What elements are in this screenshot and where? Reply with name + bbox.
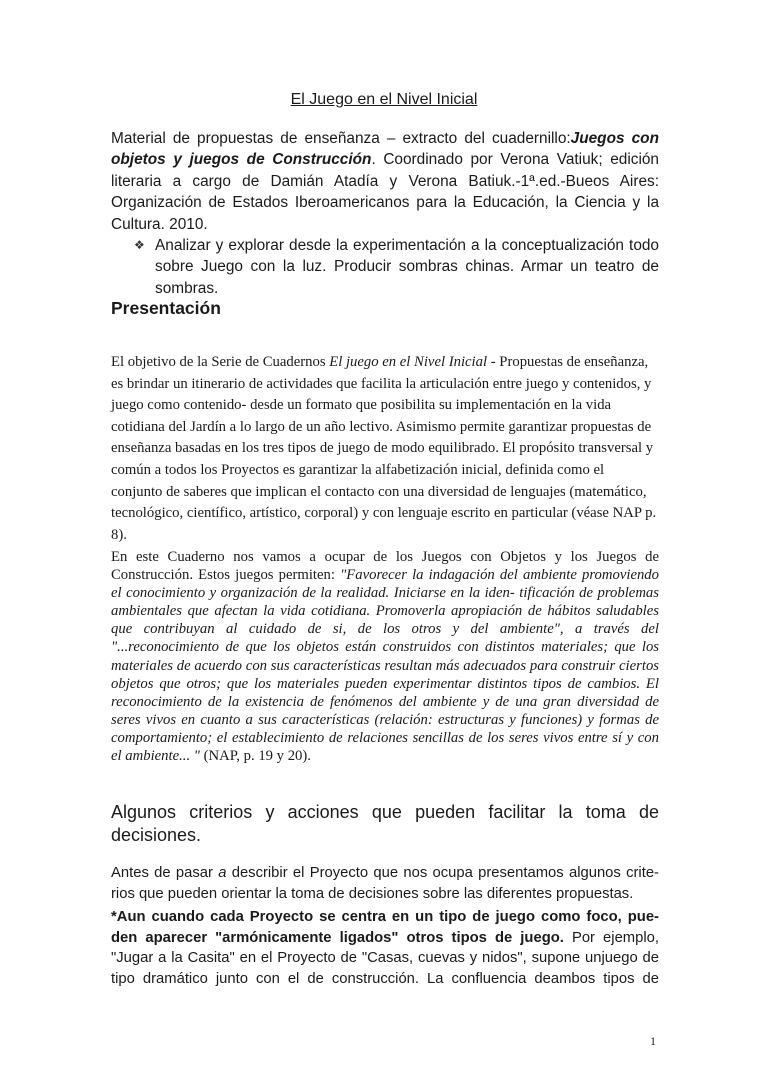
intro-text-pre: Material de propuestas de enseñanza – extracto del cuadernillo: (111, 130, 571, 147)
p2-text-post: (NAP, p. 19 y 20). (199, 748, 311, 765)
p1-series-title: El juego en el Nivel Inicial (329, 354, 488, 370)
criterios-heading: Algunos criterios y acciones que pueden facilitar la toma de decisiones. (111, 802, 659, 845)
criterios-paragraph-2 (111, 907, 659, 1010)
presentacion-paragraph-2 (111, 548, 659, 765)
presentacion-paragraph-1 (111, 352, 659, 546)
presentacion-heading: Presentación (111, 298, 221, 318)
p3-italic-a: a (218, 865, 227, 881)
page-number: 1 (650, 1034, 656, 1048)
p1-text-pre: El objetivo de la Serie de Cuadernos (111, 354, 330, 370)
diamond-bullet-icon: ❖ (134, 238, 145, 253)
intro-bullet (111, 235, 659, 299)
p1-text-post: - Propuestas de enseñanza, es brindar un itinerario de actividades que facilita la articulación entre juego y contenidos, y juego como contenido- desde un formato que posibilita su implementación en la vida cotidiana del Jardín a lo largo de un año lectivo. Asimismo permite garantizar propuestas de enseñanza basadas en los tres tipos de juego de modo equilibrado. El propósito transversal y común a todos los Proyectos es garantizar la alfabetización inicial, definida como el conjunto de saberes que implican el contacto con una diversidad de lenguajes (matemático, tecnológico, científico, artístico, corporal) y con lenguaje escrito en particular (véase NAP p. 8). (111, 354, 657, 543)
p2-nap-quote: "Favorecer la indagación del ambiente promoviendo el conocimiento y organización de la realidad. Iniciarse en la iden- tificación de problemas ambientales que afectan la vida cotidiana. Promoverla apropiación de hábitos saludables que contribuyan al cuidado de si, de los otros y del ambiente", a través del "...reconocimiento de que los objetos están construidos con distintos materiales; que los materiales de acuerdo con sus características resultan más adecuados para construir ciertos objetos que otros; que los materiales pueden experimentar distintos tipos de cambios. El reconocimiento de la existencia de fenómenos del ambiente y de una gran diversidad de seres vivos en cuanto a sus características (relación: estructuras y funciones) y formas de comportamiento; el establecimiento de relaciones sencillas de los seres vivos entre sí y con el ambiente... " (111, 567, 659, 765)
intro-bullet-text: Analizar y explorar desde la experimentación a la conceptualización todo sobre Juego con la luz. Producir sombras chinas. Armar un teatro de sombras. (155, 237, 659, 297)
intro-book-title: Juegos con objetos y juegos de Construcción (111, 130, 659, 169)
p2-text-pre: En este Cuaderno nos vamos a ocupar de los Juegos con Objetos y los Juegos de Construcción. Estos juegos permiten: (111, 549, 659, 584)
intro-paragraph (111, 128, 659, 299)
p3-text-post: describir el Proyecto que nos ocupa presentamos algunos crite- rios que pueden orientar la toma de decisiones sobre las diferentes propuestas. (111, 865, 659, 902)
p4-text-post: Por ejemplo, "Jugar a la Casita" en el Proyecto de "Casas, cuevas y nidos", supone unjuego de tipo dramático junto con el de construcción. La confluencia deambos tipos de (111, 929, 659, 987)
document-title: El Juego en el Nivel Inicial (290, 91, 478, 108)
p3-text-pre: Antes de pasar (111, 865, 219, 881)
p4-bold-text: *Aun cuando cada Proyecto se centra en un tipo de juego como foco, pue- den aparecer "armónicamente ligados" otros tipos de juego. (111, 909, 659, 946)
intro-text-post: . Coordinado por Verona Vatiuk; edición literaria a cargo de Damián Atadía y Verona Batiuk.-1ª.ed.-Bueos Aires: Organización de Estados Iberoamericanos para la Educación, la Ciencia y la Cultura. 2010. (111, 151, 659, 233)
criterios-paragraph-1 (111, 863, 659, 904)
